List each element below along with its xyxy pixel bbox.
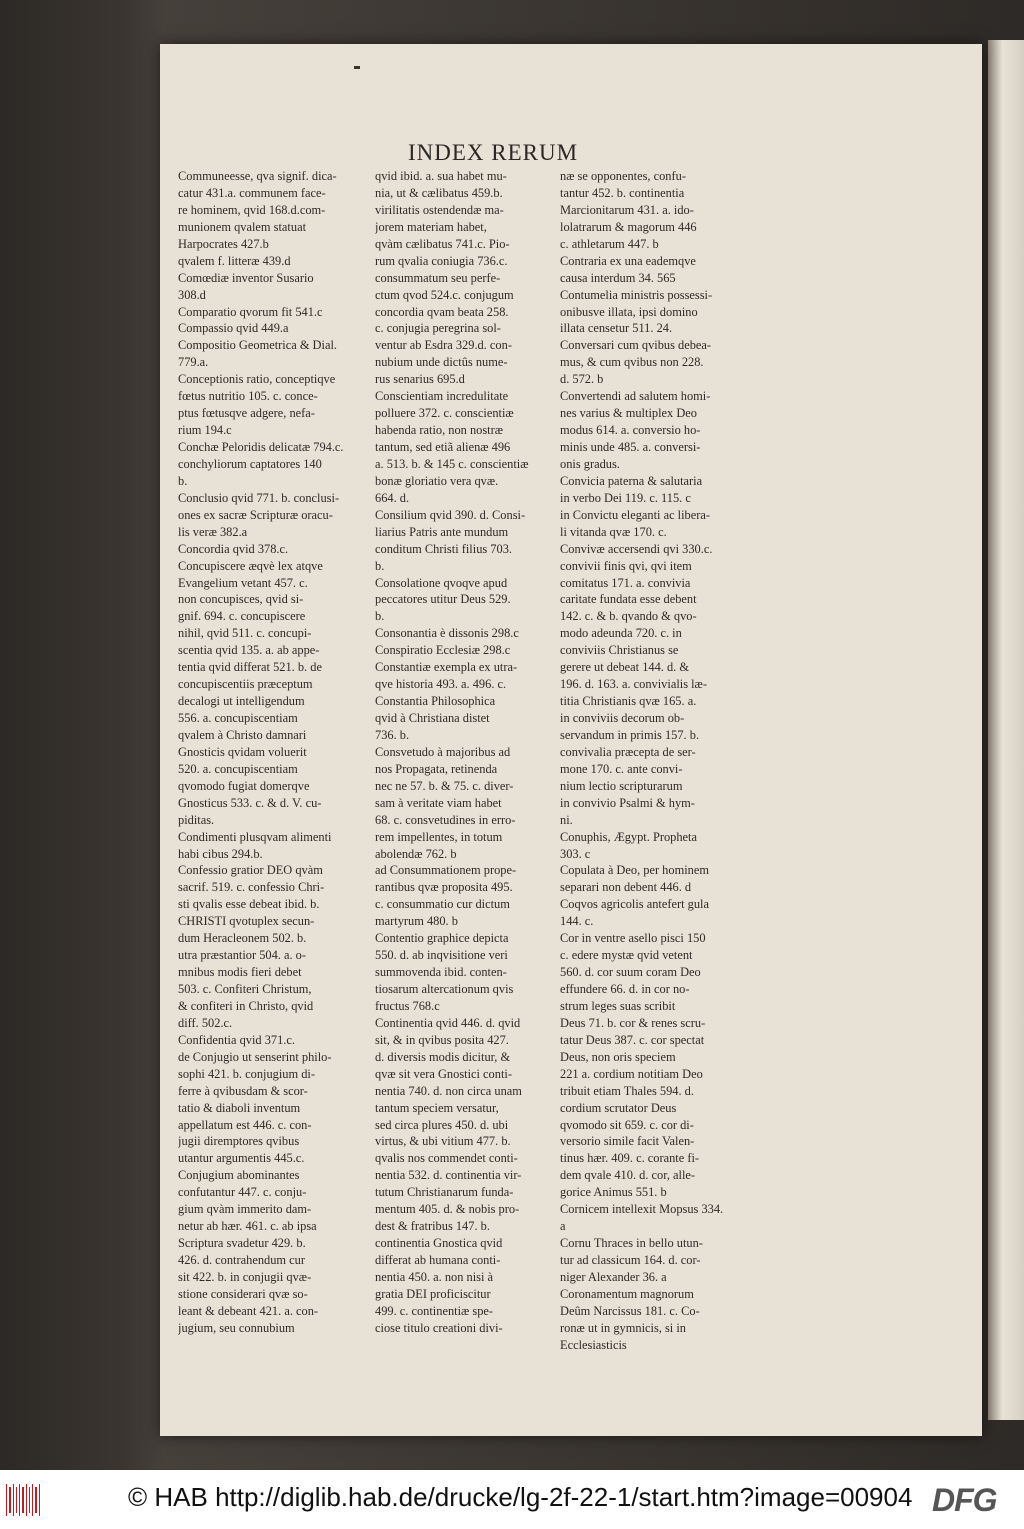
- index-line: gium qvàm immerito dam-: [178, 1202, 312, 1217]
- index-line: c. athletarum 447. b: [560, 236, 659, 251]
- index-line: rum qvalia coniugia 736.c.: [375, 253, 508, 268]
- index-line: qvàm cælibatus 741.c. Pio-: [375, 236, 510, 251]
- index-line: habi cibus 294.b.: [178, 846, 263, 861]
- index-line: confutantur 447. c. conju-: [178, 1185, 307, 1200]
- index-line: nium lectio scripturarum: [560, 778, 683, 793]
- index-line: diff. 502.c.: [178, 1015, 233, 1030]
- index-line: comitatus 171. a. convivia: [560, 575, 691, 590]
- index-line: c. edere mystæ qvid vetent: [560, 948, 693, 963]
- index-line: Copulata à Deo, per hominem: [560, 863, 709, 878]
- index-line: de Conjugio ut senserint philo-: [178, 1049, 332, 1064]
- index-line: c. consummatio cur dictum: [375, 897, 510, 912]
- index-line: Consvetudo à majoribus ad: [375, 744, 511, 759]
- page-header: INDEX RERUM: [408, 140, 579, 165]
- index-column-3: [560, 168, 785, 1354]
- index-line: 221 a. cordium notitiam Deo: [560, 1066, 703, 1081]
- index-line: rium 194.c: [178, 423, 232, 438]
- index-line: qvomodo fugiat domerqve: [178, 778, 310, 793]
- index-line: utra præstantior 504. a. o-: [178, 948, 307, 963]
- index-line: sit 422. b. in conjugii qvæ-: [178, 1269, 312, 1284]
- index-line: 664. d.: [375, 490, 410, 505]
- index-line: & confiteri in Christo, qvid: [178, 998, 314, 1013]
- index-line: 426. d. contrahendum cur: [178, 1253, 305, 1267]
- index-line: Deus, non oris speciem: [560, 1049, 676, 1064]
- index-line: Conceptionis ratio, conceptiqve: [178, 372, 336, 387]
- index-line: leant & debeant 421. a. con-: [178, 1303, 319, 1318]
- index-line: re hominem, qvid 168.d.com-: [178, 202, 326, 217]
- index-line: qvalis nos commendet conti-: [375, 1151, 518, 1166]
- index-line: mentum 405. d. & nobis pro-: [375, 1202, 520, 1217]
- index-line: jugium, seu connubium: [178, 1320, 295, 1335]
- index-column-1: [178, 168, 388, 1337]
- index-line: Coqvos agricolis antefert gula: [560, 897, 709, 912]
- index-line: summovenda ibid. conten-: [375, 965, 507, 980]
- index-line: 68. c. consvetudines in erro-: [375, 812, 516, 827]
- index-line: gratia DEI proficiscitur: [375, 1286, 491, 1301]
- index-line: differat ab humana conti-: [375, 1253, 501, 1267]
- index-line: stione considerari qvæ so-: [178, 1286, 308, 1301]
- index-line: Cornicem intellexit Mopsus 334.: [560, 1202, 724, 1217]
- index-line: qvæ sit vera Gnostici conti-: [375, 1066, 512, 1081]
- index-line: nubium unde dictûs nume-: [375, 355, 508, 370]
- index-line: qvomodo sit 659. c. cor di-: [560, 1117, 694, 1132]
- index-line: Scriptura svadetur 429. b.: [178, 1236, 306, 1251]
- index-line: Consonantia è dissonis 298.c: [375, 626, 519, 641]
- index-line: nentia 740. d. non circa unam: [375, 1083, 522, 1098]
- index-line: dum Heracleonem 502. b.: [178, 931, 307, 946]
- index-line: virilitatis ostendendæ ma-: [375, 202, 504, 217]
- index-line: nentia 532. d. continentia vir-: [375, 1168, 522, 1183]
- next-page-edge: [988, 40, 1024, 1420]
- footer-bar: [0, 1470, 1024, 1529]
- index-line: mone 170. c. ante convi-: [560, 761, 683, 776]
- index-line: gorice Animus 551. b: [560, 1185, 667, 1200]
- index-line: ones ex sacræ Scripturæ oracu-: [178, 507, 333, 522]
- index-line: effundere 66. d. in cor no-: [560, 982, 690, 996]
- index-line: ronæ ut in gymnicis, si in: [560, 1320, 686, 1335]
- index-line: nes varius & multiplex Deo: [560, 406, 697, 421]
- index-line: catur 431.a. communem face-: [178, 185, 326, 200]
- index-line: Compositio Geometrica & Dial.: [178, 338, 337, 353]
- index-line: peccatores utitur Deus 529.: [375, 592, 511, 607]
- index-line: Convicia paterna & salutaria: [560, 473, 703, 488]
- index-line: 550. d. ab inqvisitione veri: [375, 948, 508, 963]
- index-line: næ se opponentes, confu-: [560, 169, 686, 183]
- index-line: virtus, & ubi vitium 477. b.: [375, 1134, 511, 1149]
- index-line: nihil, qvid 511. c. concupi-: [178, 626, 312, 641]
- index-line: Marcionitarum 431. a. ido-: [560, 202, 694, 217]
- index-line: concupiscentiis præceptum: [178, 677, 313, 692]
- index-line: caritate fundata esse debent: [560, 592, 697, 607]
- index-line: CHRISTI qvotuplex secun-: [178, 914, 315, 929]
- index-line: modus 614. a. conversio ho-: [560, 423, 701, 438]
- index-line: ventur ab Esdra 329.d. con-: [375, 338, 512, 353]
- index-line: in verbo Dei 119. c. 115. c: [560, 490, 691, 505]
- index-line: ferre à qvibusdam & scor-: [178, 1083, 308, 1098]
- index-line: versorio simile facit Valen-: [560, 1134, 695, 1149]
- index-line: tentia qvid differat 521. b. de: [178, 660, 322, 675]
- index-line: niger Alexander 36. a: [560, 1269, 667, 1284]
- index-line: a: [560, 1219, 566, 1234]
- index-line: Conjugium abominantes: [178, 1168, 300, 1183]
- index-line: rus senarius 695.d: [375, 372, 465, 387]
- index-line: ptus fœtusqve adgere, nefa-: [178, 406, 315, 421]
- index-line: b.: [375, 609, 385, 624]
- index-line: nec ne 57. b. & 75. c. diver-: [375, 778, 514, 793]
- index-line: tatur Deus 387. c. cor spectat: [560, 1032, 705, 1047]
- index-line: Condimenti plusqvam alimenti: [178, 829, 332, 844]
- index-line: qve historia 493. a. 496. c.: [375, 677, 507, 692]
- index-line: lolatrarum & magorum 446: [560, 219, 697, 234]
- index-line: 520. a. concupiscentiam: [178, 761, 298, 776]
- index-line: munionem qvalem statuat: [178, 219, 307, 234]
- index-line: separari non debent 446. d: [560, 880, 692, 895]
- index-line: Continentia qvid 446. d. qvid: [375, 1015, 521, 1030]
- index-line: utantur argumentis 445.c.: [178, 1151, 305, 1166]
- index-line: Contentio graphice depicta: [375, 931, 509, 946]
- index-line: Comœdiæ inventor Susario: [178, 270, 314, 285]
- index-line: illata censetur 511. 24.: [560, 321, 673, 336]
- index-line: habenda ratio, non nostræ: [375, 423, 504, 438]
- index-line: 196. d. 163. a. convivialis læ-: [560, 677, 707, 692]
- index-line: abolendæ 762. b: [375, 846, 457, 861]
- index-line: 142. c. & b. qvando & qvo-: [560, 609, 697, 624]
- index-line: Confidentia qvid 371.c.: [178, 1032, 296, 1047]
- index-line: tinus hær. 409. c. corante fi-: [560, 1151, 700, 1166]
- index-line: rem impellentes, in totum: [375, 829, 503, 844]
- index-line: qvalem à Christo damnari: [178, 727, 307, 742]
- index-line: Constantia Philosophica: [375, 694, 496, 709]
- index-line: titia Christianis qvæ 165. a.: [560, 694, 697, 709]
- index-line: ni.: [560, 812, 573, 827]
- index-line: piditas.: [178, 812, 215, 827]
- index-line: servandum in primis 157. b.: [560, 727, 700, 742]
- index-line: 308.d: [178, 287, 206, 302]
- index-line: 503. c. Confiteri Christum,: [178, 982, 312, 996]
- index-line: Conuphis, Ægypt. Propheta: [560, 829, 697, 844]
- index-line: conditum Christi filius 703.: [375, 541, 512, 556]
- index-line: 499. c. continentiæ spe-: [375, 1303, 494, 1318]
- index-line: conviviis Christianus se: [560, 643, 679, 658]
- index-line: scentia qvid 135. a. ab appe-: [178, 643, 320, 658]
- index-line: jugii diremptores qvibus: [178, 1134, 300, 1149]
- index-line: non concupisces, qvid si-: [178, 592, 304, 607]
- index-line: in convivio Psalmi & hym-: [560, 795, 695, 810]
- index-line: gerere ut debeat 144. d. &: [560, 660, 690, 675]
- index-line: convivii finis qvi, qvi item: [560, 558, 692, 573]
- index-line: 556. a. concupiscentiam: [178, 711, 298, 725]
- index-line: nia, ut & cælibatus 459.b.: [375, 185, 503, 200]
- hab-logo-icon: [6, 1484, 40, 1516]
- index-line: 144. c.: [560, 914, 594, 929]
- index-line: concordia qvam beata 258.: [375, 304, 509, 319]
- index-line: convivalia præcepta de ser-: [560, 744, 696, 759]
- index-line: qvid ibid. a. sua habet mu-: [375, 169, 507, 183]
- index-line: Concordia qvid 378.c.: [178, 541, 289, 556]
- index-line: 560. d. cor suum coram Deo: [560, 965, 701, 980]
- index-line: Contumelia ministris possessi-: [560, 287, 713, 302]
- index-line: li vitanda qvæ 170. c.: [560, 524, 667, 539]
- index-line: tatio & diaboli inventum: [178, 1100, 301, 1115]
- index-column-2: [375, 168, 570, 1337]
- dfg-logo-icon: DFG: [932, 1482, 997, 1518]
- index-line: sed circa plures 450. d. ubi: [375, 1117, 509, 1132]
- index-line: appellatum est 446. c. con-: [178, 1117, 312, 1132]
- index-line: Conspiratio Ecclesiæ 298.c: [375, 643, 511, 658]
- index-line: ctum qvod 524.c. conjugum: [375, 287, 514, 302]
- index-line: tantum speciem versatur,: [375, 1100, 499, 1115]
- index-line: sti qvalis esse debeat ibid. b.: [178, 897, 320, 912]
- index-line: Harpocrates 427.b: [178, 236, 269, 251]
- index-line: c. conjugia peregrina sol-: [375, 321, 501, 336]
- index-line: decalogi ut intelligendum: [178, 694, 305, 709]
- index-line: mnibus modis fieri debet: [178, 965, 302, 980]
- index-line: Convertendi ad salutem homi-: [560, 389, 711, 404]
- index-line: tur ad classicum 164. d. cor-: [560, 1253, 701, 1267]
- index-line: Gnosticus 533. c. & d. V. cu-: [178, 795, 322, 810]
- index-line: sit, & in qvibus posita 427.: [375, 1032, 509, 1047]
- index-line: Conscientiam incredulitate: [375, 389, 509, 404]
- index-line: onis gradus.: [560, 456, 620, 471]
- index-line: qvid à Christiana distet: [375, 711, 490, 725]
- index-line: sam à veritate viam habet: [375, 795, 502, 810]
- index-line: qvalem f. litteræ 439.d: [178, 253, 291, 268]
- index-line: 303. c: [560, 846, 591, 861]
- index-line: dest & fratribus 147. b.: [375, 1219, 490, 1234]
- index-line: Conchæ Peloridis delicatæ 794.c.: [178, 440, 344, 454]
- index-line: dem qvale 410. d. cor, alle-: [560, 1168, 696, 1183]
- index-line: mus, & cum qvibus non 228.: [560, 355, 704, 370]
- index-line: fœtus nutritio 105. c. conce-: [178, 389, 318, 404]
- index-line: Concupiscere æqvè lex atqve: [178, 558, 323, 573]
- index-line: Conclusio qvid 771. b. conclusi-: [178, 490, 340, 505]
- index-line: Convivæ accersendi qvi 330.c.: [560, 541, 713, 556]
- index-line: Evangelium vetant 457. c.: [178, 575, 308, 590]
- index-line: ciose titulo creationi divi-: [375, 1320, 503, 1335]
- index-line: tutum Christianarum funda-: [375, 1185, 514, 1200]
- index-line: nentia 450. a. non nisi à: [375, 1269, 494, 1284]
- index-line: ad Consummationem prope-: [375, 863, 517, 878]
- index-line: in Convictu eleganti ac libera-: [560, 507, 711, 522]
- index-line: rantibus qvæ proposita 495.: [375, 880, 513, 895]
- index-line: tantur 452. b. continentia: [560, 185, 685, 200]
- index-line: bonæ gloriatio vera qvæ.: [375, 473, 499, 488]
- copyright-link[interactable]: © HAB http://diglib.hab.de/drucke/lg-2f-22-1/start.htm?image=00904: [128, 1482, 913, 1512]
- index-line: Constantiæ exempla ex utra-: [375, 660, 518, 675]
- index-line: sophi 421. b. conjugium di-: [178, 1066, 315, 1081]
- index-line: Conversari cum qvibus debea-: [560, 338, 712, 353]
- index-line: consummatum seu perfe-: [375, 270, 501, 285]
- index-line: fructus 768.c: [375, 998, 440, 1013]
- index-line: Communeesse, qva signif. dica-: [178, 169, 337, 183]
- index-line: d. diversis modis dicitur, &: [375, 1049, 511, 1064]
- index-line: continentia Gnostica qvid: [375, 1236, 503, 1251]
- index-line: conchyliorum captatores 140: [178, 456, 322, 471]
- index-line: Coronamentum magnorum: [560, 1286, 694, 1301]
- index-line: Consilium qvid 390. d. Consi-: [375, 507, 526, 522]
- index-line: Comparatio qvorum fit 541.c: [178, 304, 323, 319]
- index-line: gnif. 694. c. concupiscere: [178, 609, 306, 624]
- index-line: Deus 71. b. cor & renes scru-: [560, 1015, 706, 1030]
- index-line: 736. b.: [375, 727, 410, 742]
- index-line: tribuit etiam Thales 594. d.: [560, 1083, 694, 1098]
- index-line: Confessio gratior DEO qvàm: [178, 863, 323, 878]
- index-line: tantum, sed etiã alienæ 496: [375, 440, 511, 454]
- index-line: b.: [375, 558, 385, 573]
- index-line: netur ab hær. 461. c. ab ipsa: [178, 1219, 317, 1234]
- index-line: Ecclesiasticis: [560, 1337, 627, 1352]
- index-line: b.: [178, 473, 188, 488]
- index-line: lis veræ 382.a: [178, 524, 248, 539]
- index-line: onibusve illata, ipsi domino: [560, 304, 698, 319]
- index-line: Contraria ex una eademqve: [560, 253, 696, 268]
- index-line: sacrif. 519. c. confessio Chri-: [178, 880, 325, 895]
- index-line: a. 513. b. & 145 c. conscientiæ: [375, 456, 529, 471]
- index-line: nos Propagata, retinenda: [375, 761, 498, 776]
- index-line: Cor in ventre asello pisci 150: [560, 931, 706, 946]
- index-line: Compassio qvid 449.a: [178, 321, 289, 336]
- ink-mark: [354, 66, 360, 69]
- index-line: Cornu Thraces in bello utun-: [560, 1236, 703, 1251]
- index-line: polluere 372. c. conscientiæ: [375, 406, 514, 421]
- index-line: minis unde 485. a. conversi-: [560, 440, 701, 454]
- index-line: d. 572. b: [560, 372, 604, 387]
- index-line: liarius Patris ante mundum: [375, 524, 509, 539]
- index-line: jorem materiam habet,: [375, 219, 487, 234]
- index-line: causa interdum 34. 565: [560, 270, 676, 285]
- index-line: Gnosticis qvidam voluerit: [178, 744, 307, 759]
- index-line: in conviviis decorum ob-: [560, 711, 685, 725]
- index-line: Deûm Narcissus 181. c. Co-: [560, 1303, 700, 1318]
- index-line: Consolatione qvoqve apud: [375, 575, 508, 590]
- index-line: tiosarum altercationum qvis: [375, 982, 514, 996]
- index-line: modo adeunda 720. c. in: [560, 626, 682, 641]
- index-line: cordium scrutator Deus: [560, 1100, 677, 1115]
- index-line: martyrum 480. b: [375, 914, 458, 929]
- index-line: strum leges suas scribit: [560, 998, 676, 1013]
- index-line: 779.a.: [178, 355, 209, 370]
